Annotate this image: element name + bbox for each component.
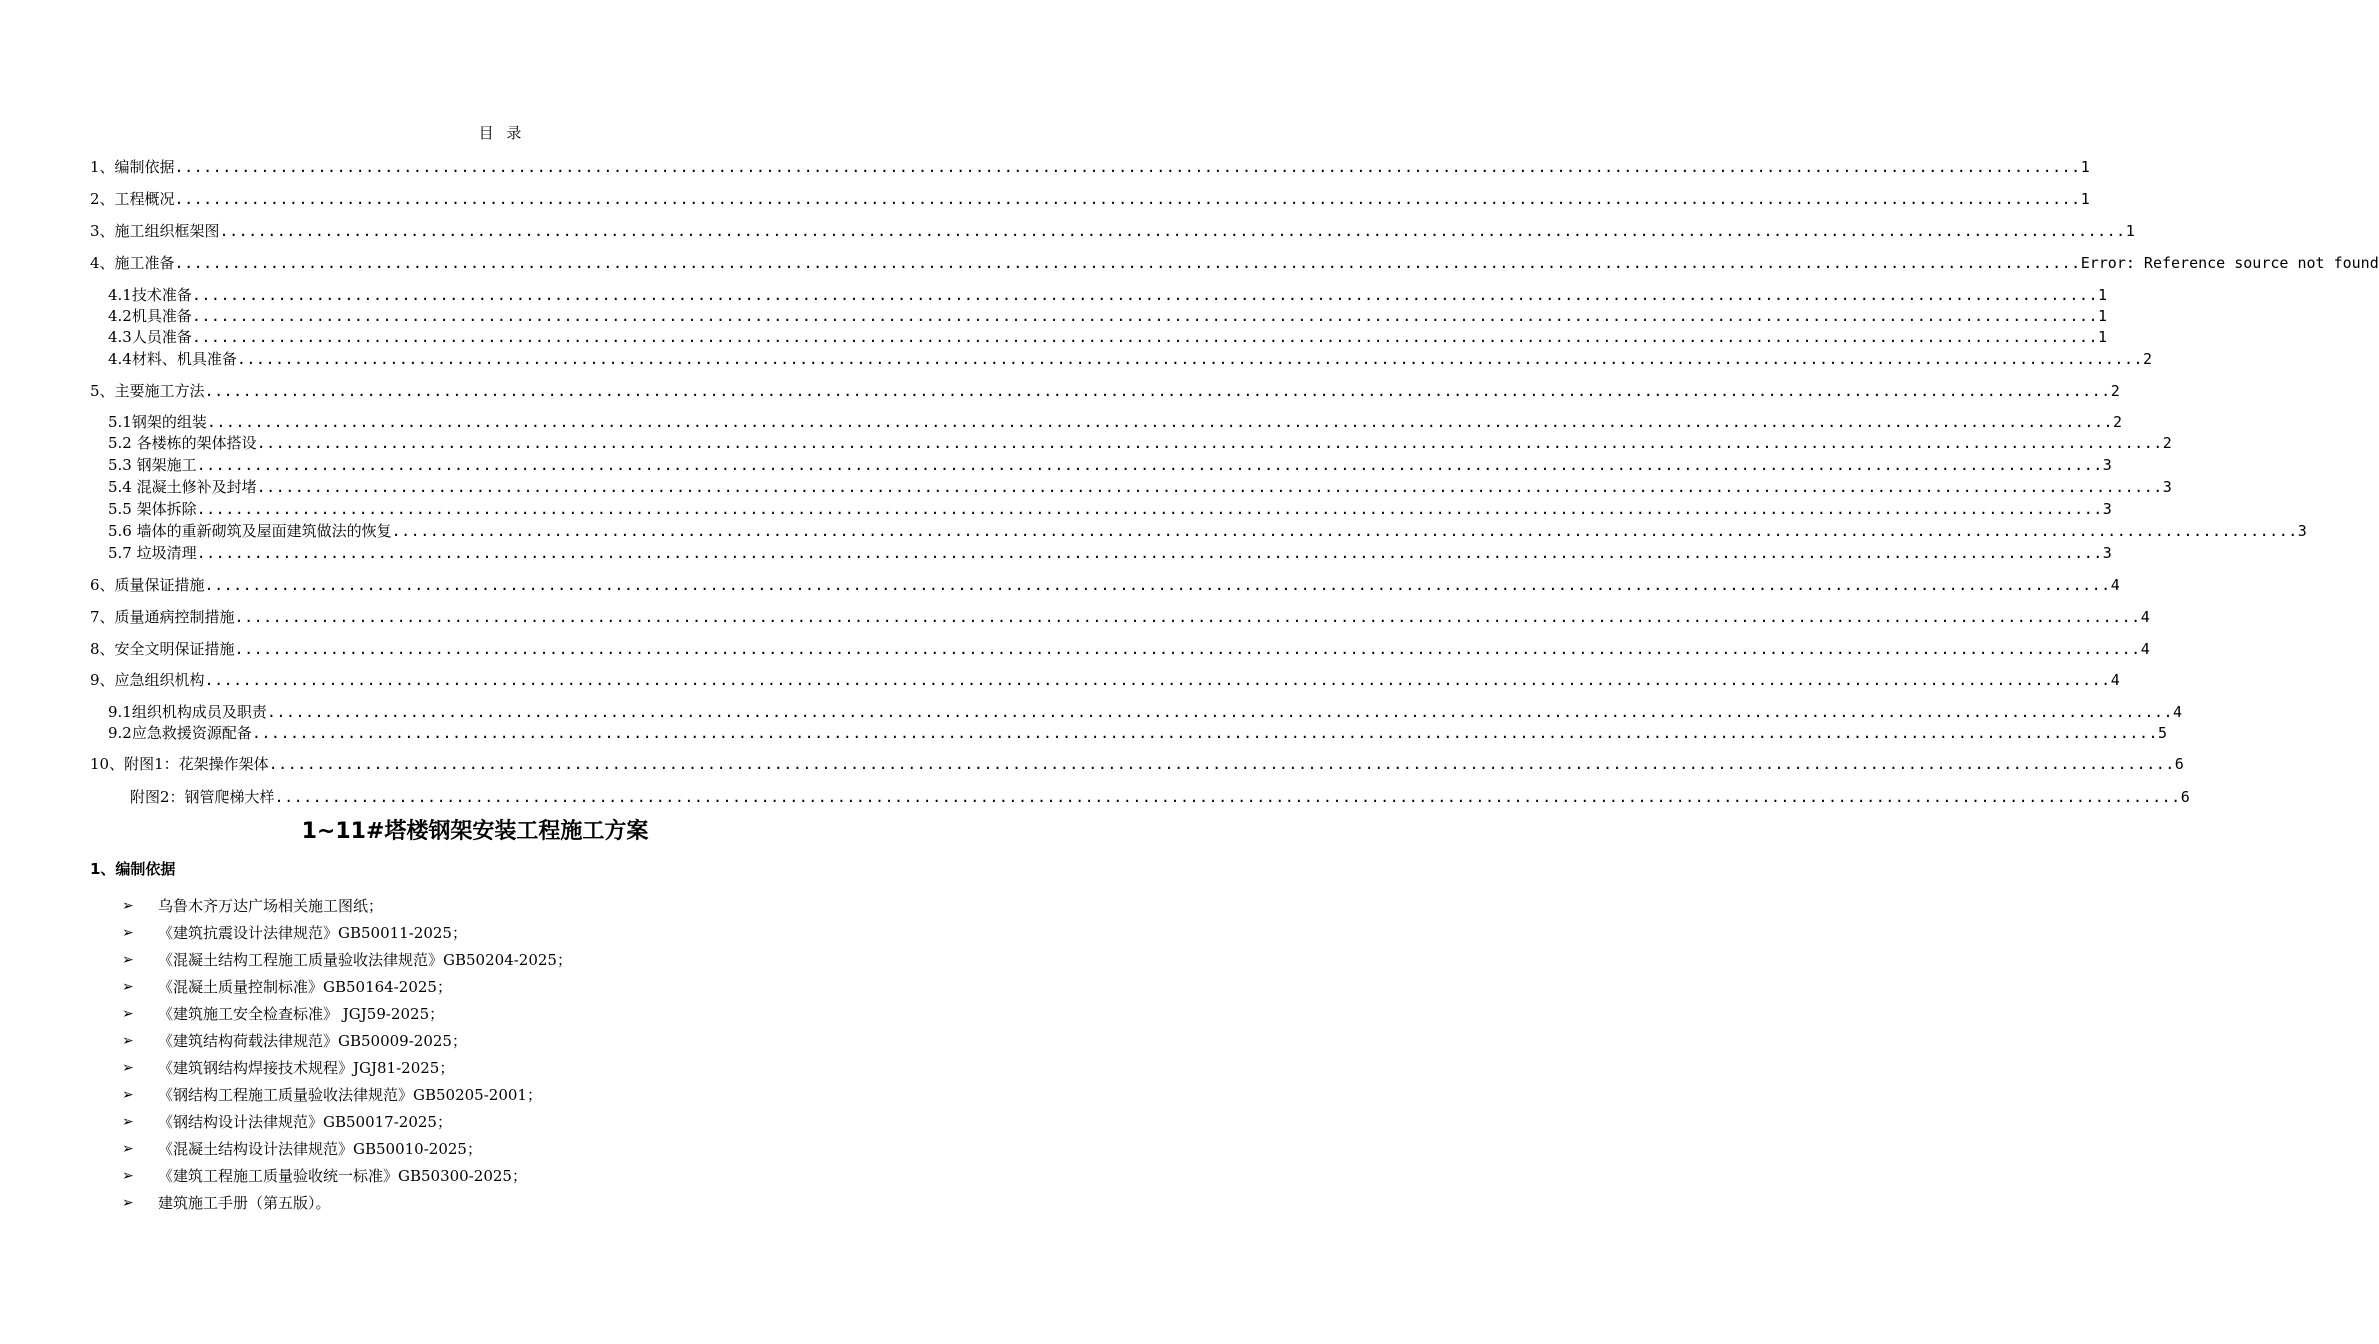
- toc-entry-page: 4: [2140, 640, 2150, 658]
- toc-entry-page: 4: [2110, 576, 2120, 594]
- toc-entry[interactable]: [90, 156, 2090, 178]
- reference-text: 《钢结构设计法律规范》GB50017-2025；: [158, 1113, 452, 1131]
- toc-entry-page: 1: [2080, 190, 2090, 208]
- toc-dot-leader: ........................................................................................................................................................................................................: [256, 434, 2163, 452]
- toc-entry-label: 1、编制依据: [90, 158, 175, 176]
- toc-entry[interactable]: [108, 454, 2112, 476]
- reference-text: 《建筑结构荷载法律规范》GB50009-2025；: [158, 1032, 467, 1050]
- toc-dot-leader: ........................................................................................................................................................................................................: [191, 307, 2099, 325]
- toc-entry-label: 9.1组织机构成员及职责: [108, 703, 267, 721]
- list-item: [122, 1082, 572, 1109]
- toc-entry-label: 5、主要施工方法: [90, 382, 205, 400]
- toc-entry[interactable]: [108, 722, 2168, 744]
- toc-dot-leader: ........................................................................................................................................................................................................: [196, 456, 2103, 474]
- list-item: [122, 893, 572, 920]
- toc-dot-leader: ........................................................................................................................................................................................................: [204, 576, 2111, 594]
- toc-entry-label: 5.2 各楼栋的架体搭设: [108, 434, 257, 452]
- toc-entry-page: Error: Reference source not found: [2080, 254, 2379, 272]
- reference-text: 《混凝土质量控制标准》GB50164-2025；: [158, 978, 452, 996]
- toc-entry-page: 6: [2180, 788, 2190, 806]
- toc-entry[interactable]: [108, 411, 2123, 433]
- toc-entry[interactable]: [108, 476, 2172, 498]
- toc-entry[interactable]: [108, 701, 2183, 723]
- toc-entry-label: 附图2：钢管爬梯大样: [130, 788, 275, 806]
- toc-entry-page: 1: [2125, 222, 2135, 240]
- toc-entry-label: 5.1钢架的组装: [108, 413, 207, 431]
- bullet-arrow-icon: ➢: [122, 1087, 134, 1103]
- list-item: [122, 1001, 572, 1028]
- toc-dot-leader: ........................................................................................................................................................................................................: [234, 640, 2141, 658]
- toc-entry-label: 2、工程概况: [90, 190, 175, 208]
- toc-entry-page: 2: [2162, 434, 2172, 452]
- list-item: [122, 1055, 572, 1082]
- toc-entry[interactable]: [108, 305, 2108, 327]
- toc-entry-page: 3: [2297, 522, 2307, 540]
- toc-dot-leader: ........................................................................................................................................................................................................: [174, 254, 2081, 272]
- toc-entry[interactable]: [90, 669, 2120, 691]
- toc-entry[interactable]: [90, 188, 2090, 210]
- toc-entry-label: 3、施工组织框架图: [90, 222, 220, 240]
- toc-entry-label: 7、质量通病控制措施: [90, 608, 235, 626]
- toc-entry[interactable]: [108, 326, 2108, 348]
- reference-text: 建筑施工手册（第五版）。: [158, 1194, 331, 1212]
- document-title: 1~11#塔楼钢架安装工程施工方案: [301, 819, 649, 844]
- toc-entry-label: 8、安全文明保证措施: [90, 640, 235, 658]
- toc-entry-page: 4: [2140, 608, 2150, 626]
- toc-entry-page: 5: [2158, 724, 2168, 742]
- toc-entry-label: 5.4 混凝土修补及封堵: [108, 478, 257, 496]
- section-heading: 1、编制依据: [90, 860, 176, 878]
- reference-text: 《建筑工程施工质量验收统一标准》GB50300-2025；: [158, 1167, 527, 1185]
- reference-text: 《混凝土结构工程施工质量验收法律规范》GB50204-2025；: [158, 951, 572, 969]
- toc-entry-page: 2: [2113, 413, 2123, 431]
- bullet-arrow-icon: ➢: [122, 898, 134, 914]
- toc-entry-page: 2: [2143, 350, 2153, 368]
- toc-entry-page: 4: [2173, 703, 2183, 721]
- bullet-arrow-icon: ➢: [122, 925, 134, 941]
- toc-dot-leader: ........................................................................................................................................................................................................: [196, 544, 2103, 562]
- toc-entry-label: 9.2应急救援资源配备: [108, 724, 252, 742]
- toc-entry-label: 5.5 架体拆除: [108, 500, 197, 518]
- toc-entry-label: 6、质量保证措施: [90, 576, 205, 594]
- toc-dot-leader: ........................................................................................................................................................................................................: [174, 190, 2081, 208]
- toc-dot-leader: ........................................................................................................................................................................................................: [251, 724, 2159, 742]
- toc-entry[interactable]: [90, 574, 2120, 596]
- list-item: [122, 1136, 572, 1163]
- toc-entry[interactable]: [108, 284, 2108, 306]
- toc-entry-label: 4.1技术准备: [108, 286, 192, 304]
- toc-dot-leader: ........................................................................................................................................................................................................: [274, 788, 2181, 806]
- toc-entry[interactable]: [108, 542, 2112, 564]
- bullet-arrow-icon: ➢: [122, 1060, 134, 1076]
- reference-list: [122, 893, 572, 1217]
- toc-title: 目 录: [478, 124, 526, 142]
- bullet-arrow-icon: ➢: [122, 1168, 134, 1184]
- reference-text: 乌鲁木齐万达广场相关施工图纸；: [158, 897, 384, 915]
- toc-entry[interactable]: [130, 786, 2190, 808]
- toc-entry-page: 1: [2098, 328, 2108, 346]
- bullet-arrow-icon: ➢: [122, 979, 134, 995]
- bullet-arrow-icon: ➢: [122, 1033, 134, 1049]
- toc-entry-page: 3: [2102, 500, 2112, 518]
- toc-entry-label: 4.2机具准备: [108, 307, 192, 325]
- toc-dot-leader: ........................................................................................................................................................................................................: [191, 328, 2099, 346]
- toc-entry[interactable]: [90, 380, 2120, 402]
- toc-entry-page: 2: [2110, 382, 2120, 400]
- toc-entry-label: 10、附图1：花架操作架体: [90, 755, 269, 773]
- toc-dot-leader: ........................................................................................................................................................................................................: [256, 478, 2163, 496]
- bullet-arrow-icon: ➢: [122, 1114, 134, 1130]
- toc-entry[interactable]: [90, 252, 2379, 274]
- toc-dot-leader: ........................................................................................................................................................................................................: [204, 671, 2111, 689]
- toc-entry-page: 1: [2080, 158, 2090, 176]
- list-item: [122, 1109, 572, 1136]
- toc-entry-page: 1: [2098, 286, 2108, 304]
- toc-entry-page: 1: [2098, 307, 2108, 325]
- list-item: [122, 1028, 572, 1055]
- reference-text: 《混凝土结构设计法律规范》GB50010-2025；: [158, 1140, 482, 1158]
- list-item: [122, 1190, 572, 1217]
- toc-entry[interactable]: [90, 638, 2150, 660]
- toc-dot-leader: ........................................................................................................................................................................................................: [236, 350, 2144, 368]
- toc-dot-leader: ........................................................................................................................................................................................................: [191, 286, 2099, 304]
- toc-entry-label: 4.4材料、机具准备: [108, 350, 237, 368]
- toc-entry-page: 3: [2162, 478, 2172, 496]
- bullet-arrow-icon: ➢: [122, 952, 134, 968]
- toc-dot-leader: ........................................................................................................................................................................................................: [206, 413, 2114, 431]
- toc-dot-leader: ........................................................................................................................................................................................................: [234, 608, 2141, 626]
- bullet-arrow-icon: ➢: [122, 1195, 134, 1211]
- toc-entry-page: 3: [2102, 544, 2112, 562]
- toc-entry[interactable]: [108, 520, 2307, 542]
- toc-dot-leader: ........................................................................................................................................................................................................: [204, 382, 2111, 400]
- list-item: [122, 920, 572, 947]
- toc-dot-leader: ........................................................................................................................................................................................................: [219, 222, 2126, 240]
- list-item: [122, 947, 572, 974]
- list-item: [122, 974, 572, 1001]
- toc-entry[interactable]: [108, 432, 2172, 454]
- toc-entry[interactable]: [90, 753, 2184, 775]
- toc-entry-label: 5.7 垃圾清理: [108, 544, 197, 562]
- toc-dot-leader: ........................................................................................................................................................................................................: [268, 755, 2175, 773]
- toc-entry[interactable]: [90, 220, 2135, 242]
- toc-entry-page: 3: [2102, 456, 2112, 474]
- reference-text: 《建筑施工安全检查标准》 JGJ59-2025；: [158, 1005, 445, 1023]
- toc-dot-leader: ........................................................................................................................................................................................................: [266, 703, 2174, 721]
- toc-entry[interactable]: [108, 498, 2112, 520]
- toc-entry-page: 6: [2174, 755, 2184, 773]
- reference-text: 《建筑钢结构焊接技术规程》JGJ81-2025；: [158, 1059, 455, 1077]
- toc-entry-label: 9、应急组织机构: [90, 671, 205, 689]
- toc-dot-leader: ........................................................................................................................................................................................................: [174, 158, 2081, 176]
- reference-text: 《建筑抗震设计法律规范》GB50011-2025；: [158, 924, 467, 942]
- toc-entry[interactable]: [90, 606, 2150, 628]
- toc-entry-label: 4.3人员准备: [108, 328, 192, 346]
- toc-dot-leader: ........................................................................................................................................................................................................: [196, 500, 2103, 518]
- toc-dot-leader: ........................................................................................................................................................................................................: [391, 522, 2298, 540]
- toc-entry[interactable]: [108, 348, 2153, 370]
- bullet-arrow-icon: ➢: [122, 1141, 134, 1157]
- toc-entry-page: 4: [2110, 671, 2120, 689]
- list-item: [122, 1163, 572, 1190]
- toc-entry-label: 5.3 钢架施工: [108, 456, 197, 474]
- bullet-arrow-icon: ➢: [122, 1006, 134, 1022]
- reference-text: 《钢结构工程施工质量验收法律规范》GB50205-2001；: [158, 1086, 542, 1104]
- toc-entry-label: 5.6 墙体的重新砌筑及屋面建筑做法的恢复: [108, 522, 392, 540]
- toc-entry-label: 4、施工准备: [90, 254, 175, 272]
